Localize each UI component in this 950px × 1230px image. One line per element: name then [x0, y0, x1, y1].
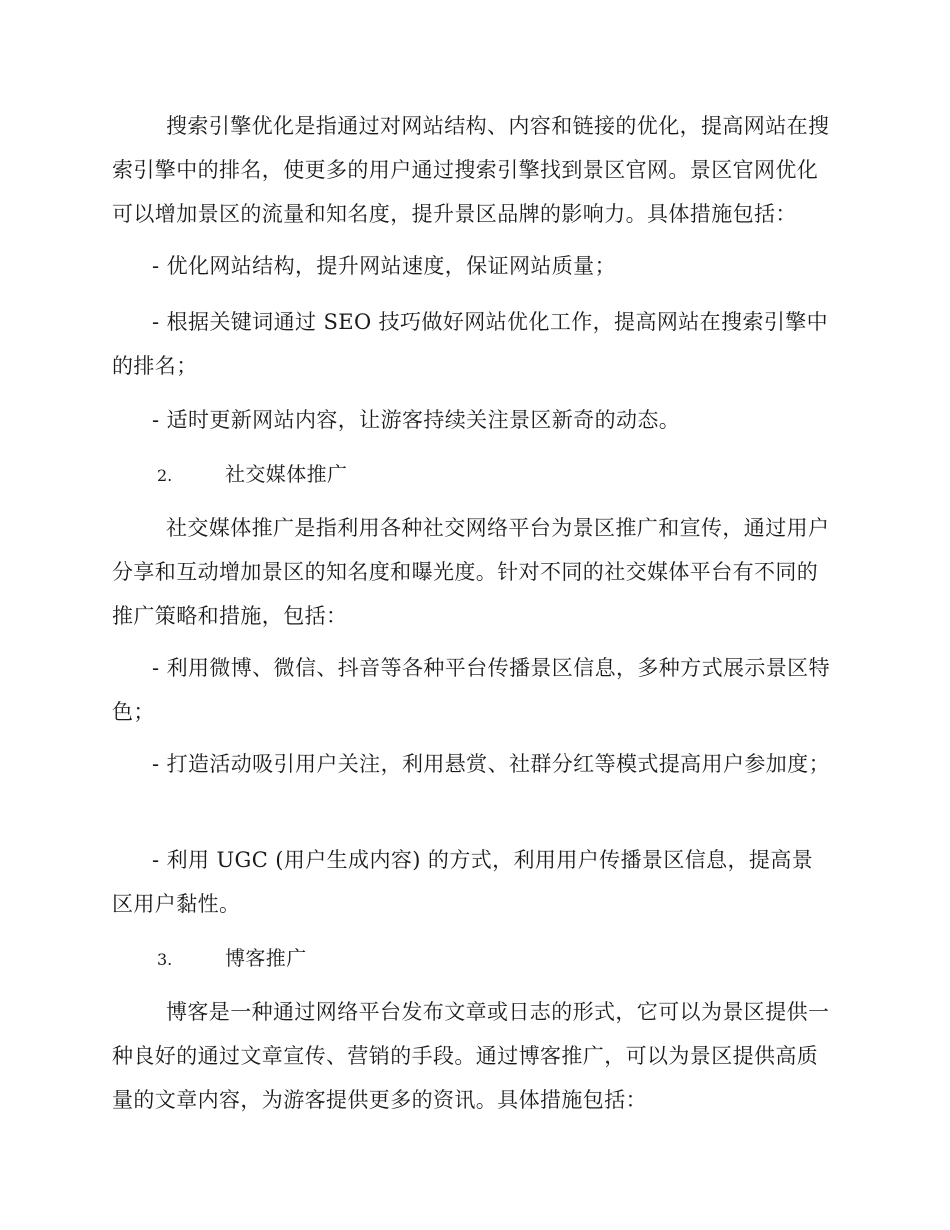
bullet-optimize-structure: - 优化网站结构，提升网站速度，保证网站质量； — [152, 254, 616, 278]
paragraph-social-media-intro: 社交媒体推广是指利用各种社交网络平台为景区推广和宣传，通过用户分享和互动增加景区的知名度和曝光度。针对不同的社交媒体平台有不同的推广策略和措施，包括： — [112, 516, 830, 628]
section-heading-social-media — [157, 460, 347, 490]
section-number: 2. — [157, 466, 173, 485]
section-heading-blog — [157, 944, 307, 974]
bullet-platforms: - 利用微博、微信、抖音等各种平台传播景区信息，多种方式展示景区特色； — [112, 656, 830, 724]
section-title: 社交媒体推广 — [225, 462, 348, 486]
bullet-activities: - 打造活动吸引用户关注，利用悬赏、社群分红等模式提高用户参加度； — [152, 752, 830, 776]
bullet-ugc: - 利用 UGC (用户生成内容) 的方式，利用用户传播景区信息，提高景区用户黏性。 — [112, 848, 814, 916]
paragraph-seo-intro: 搜索引擎优化是指通过对网站结构、内容和链接的优化，提高网站在搜索引擎中的排名，使更多的用户通过搜索引擎找到景区官网。景区官网优化可以增加景区的流量和知名度，提升景区品牌的影响力。具体措施包括： — [112, 114, 830, 226]
section-number: 3. — [157, 950, 173, 969]
paragraph-blog-intro: 博客是一种通过网络平台发布文章或日志的形式，它可以为景区提供一种良好的通过文章宣传、营销的手段。通过博客推广，可以为景区提供高质量的文章内容，为游客提供更多的资讯。具体措施包括： — [112, 1000, 830, 1112]
bullet-update-content: - 适时更新网站内容，让游客持续关注景区新奇的动态。 — [152, 408, 681, 432]
section-title: 博客推广 — [225, 946, 307, 970]
bullet-seo-keywords: - 根据关键词通过 SEO 技巧做好网站优化工作，提高网站在搜索引擎中的排名； — [112, 310, 829, 378]
